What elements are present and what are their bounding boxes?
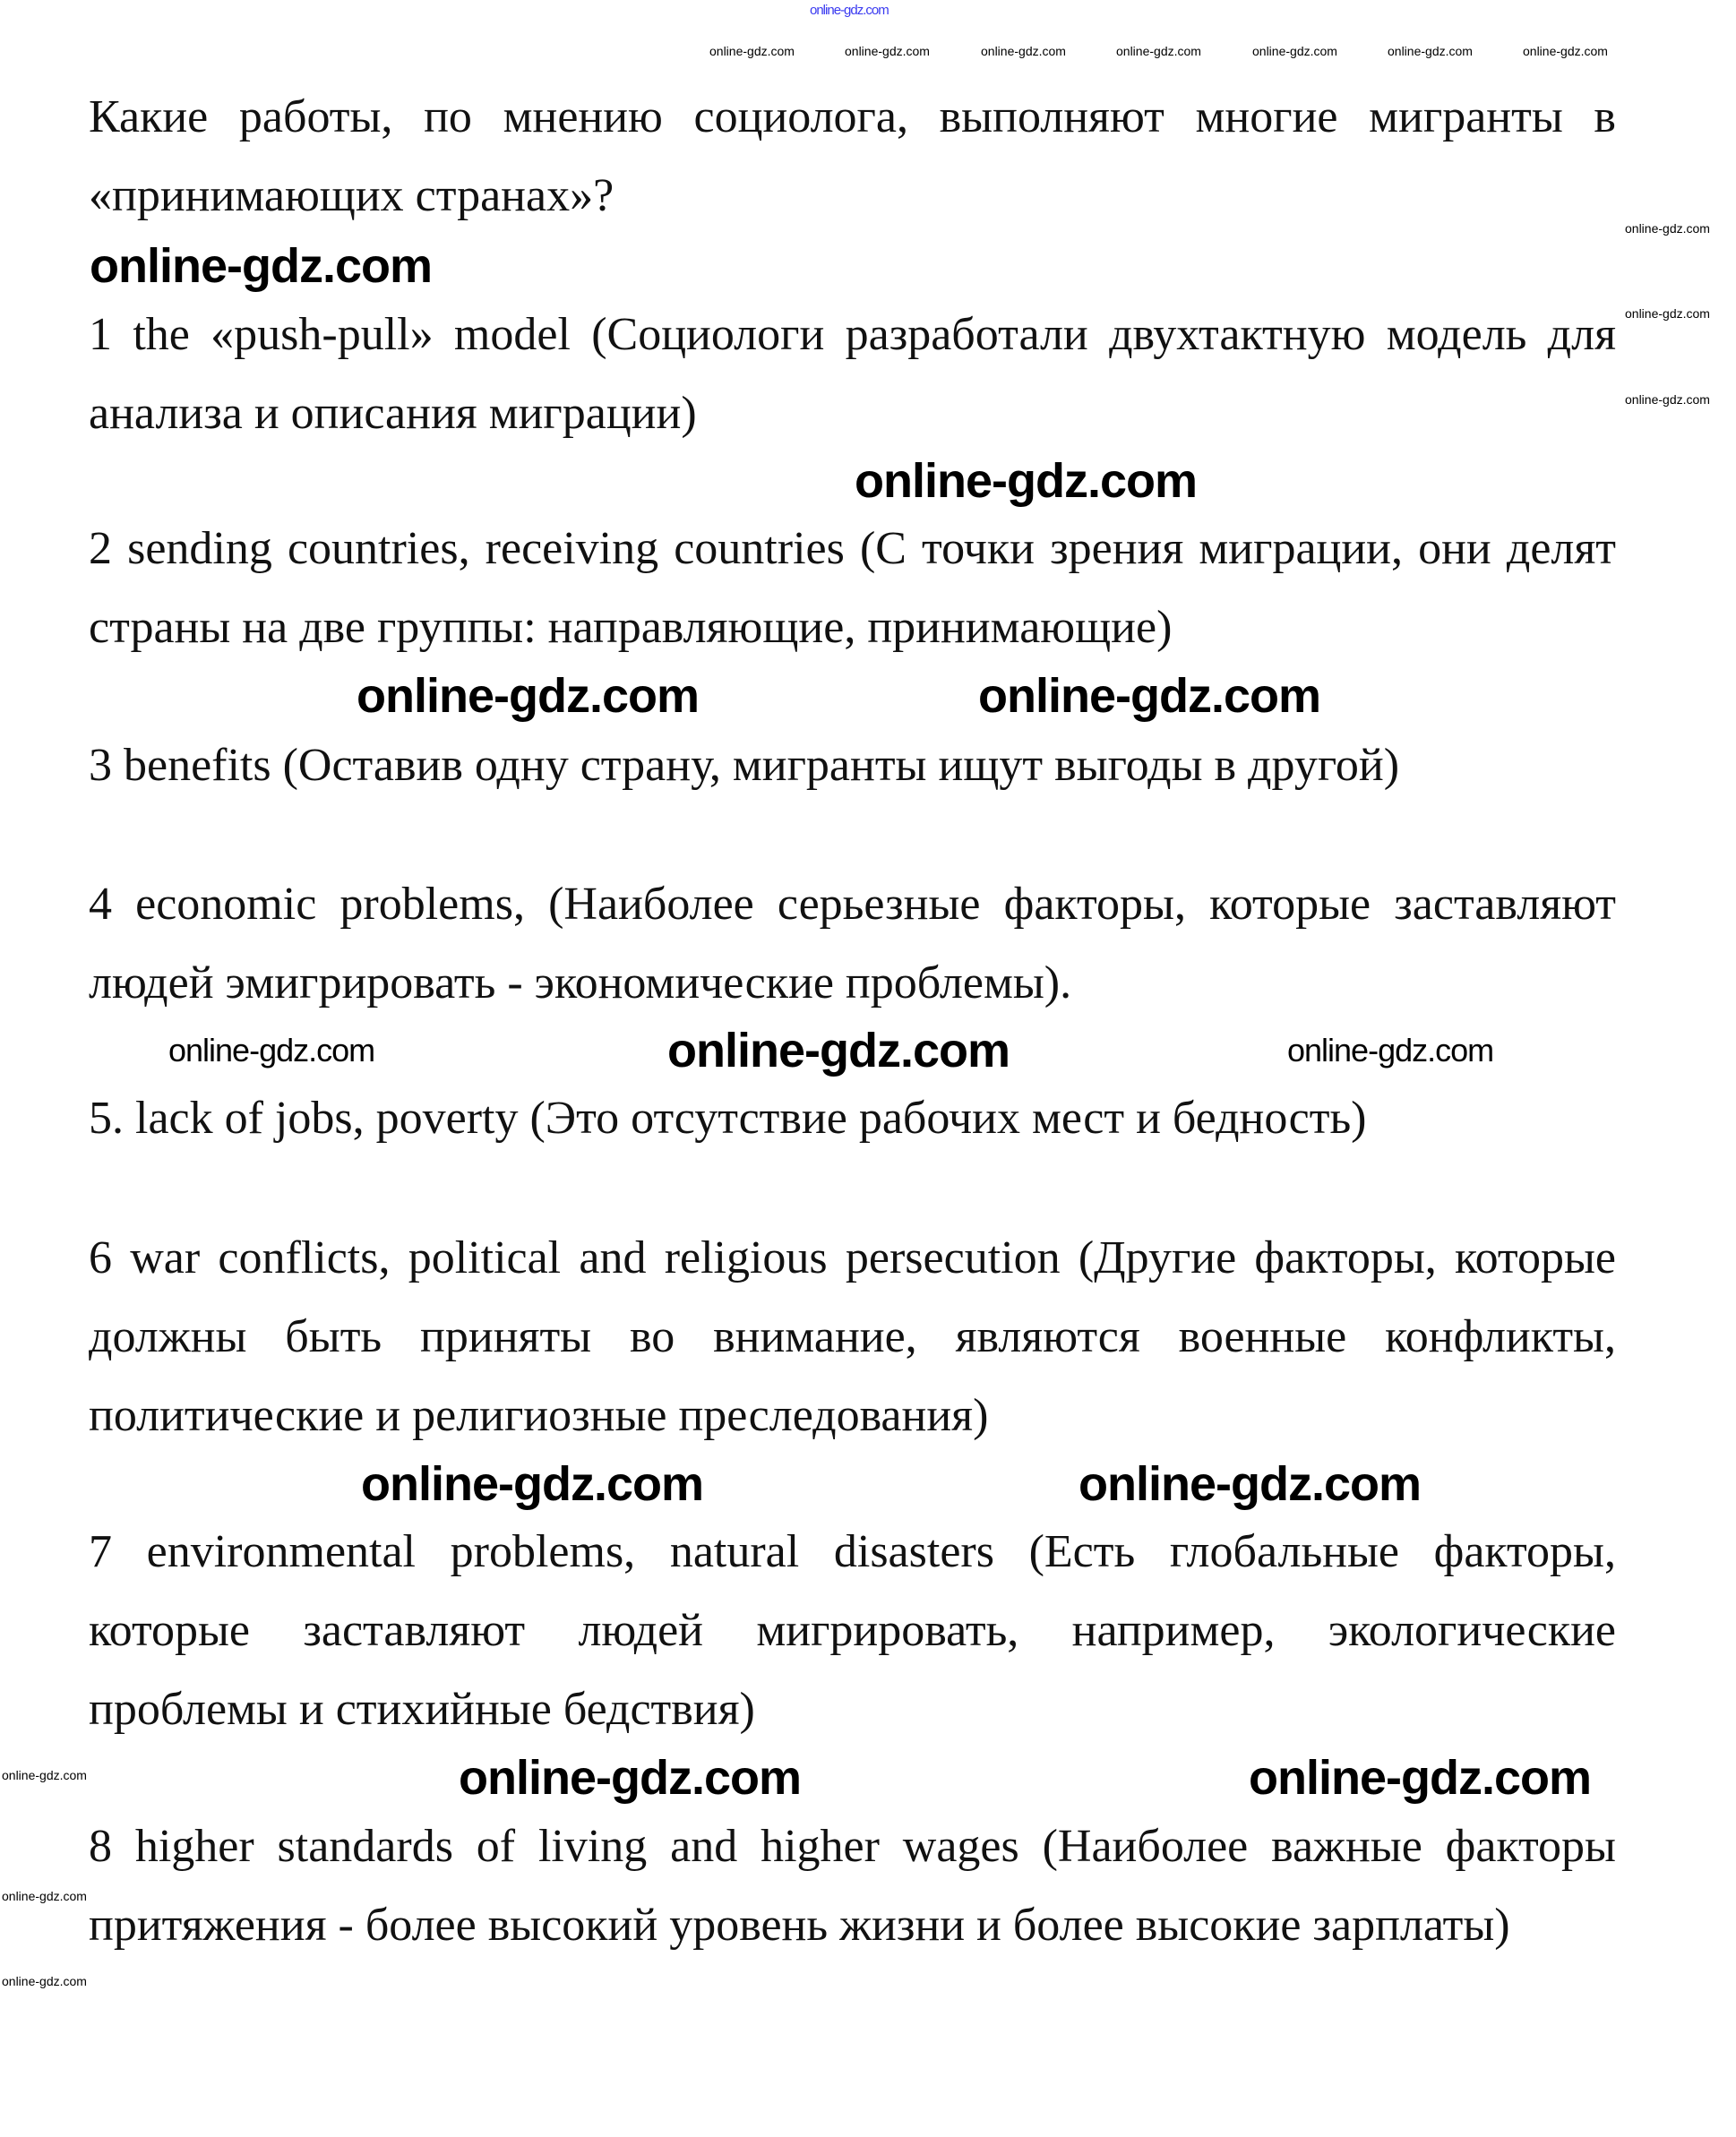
answer-6: 6 war conflicts, political and religious persecution (Другие факторы, которые должны быть приняты во внимание, являются военные конфликты, политические и религиозные преследования)	[89, 1232, 1616, 1441]
watermark: online-gdz.com	[1287, 1032, 1494, 1068]
watermark: online-gdz.com	[1249, 1751, 1591, 1805]
watermark: online-gdz.com	[667, 1024, 1010, 1077]
watermark: online-gdz.com	[1625, 306, 1710, 321]
watermark: online-gdz.com	[2, 1974, 87, 1988]
watermark: online-gdz.com	[709, 44, 795, 58]
watermark: online-gdz.com	[168, 1032, 375, 1068]
watermark: online-gdz.com	[855, 454, 1197, 508]
answer-4: 4 economic problems, (Наиболее серьезные факторы, которые заставляют людей эмигрировать - экономические проблемы).	[89, 879, 1616, 1008]
watermark: online-gdz.com	[357, 669, 699, 723]
watermark: online-gdz.com	[1388, 44, 1473, 58]
watermark: online-gdz.com	[90, 239, 432, 293]
watermark: online-gdz.com	[981, 44, 1066, 58]
watermark: online-gdz.com	[1625, 392, 1710, 407]
answer-2: 2 sending countries, receiving countries (С точки зрения миграции, они делят страны на две группы: направляющие, принимающие)	[89, 523, 1616, 653]
question: Какие работы, по мнению социолога, выполняют многие мигранты в «принимающих странах»?	[89, 91, 1616, 221]
watermark: online-gdz.com	[978, 669, 1320, 723]
watermark: online-gdz.com	[2, 1889, 87, 1903]
watermark: online-gdz.com	[1625, 221, 1710, 236]
watermark: online-gdz.com	[1523, 44, 1608, 58]
watermark: online-gdz.com	[459, 1751, 801, 1805]
answer-5: 5. lack of jobs, poverty (Это отсутствие рабочих мест и бедность)	[89, 1093, 1367, 1144]
watermark: online-gdz.com	[1252, 44, 1337, 58]
watermark: online-gdz.com	[361, 1457, 703, 1511]
watermark: online-gdz.com	[1116, 44, 1201, 58]
answer-1: 1 the «push-pull» model (Социологи разработали двухтактную модель для анализа и описания миграции)	[89, 309, 1616, 439]
answer-7: 7 environmental problems, natural disasters (Есть глобальные факторы, которые заставляют людей мигрировать, например, экологические проблемы и стихийные бедствия)	[89, 1526, 1616, 1735]
answer-8: 8 higher standards of living and higher wages (Наиболее важные факторы притяжения - более высокий уровень жизни и более высокие зарплаты)	[89, 1821, 1616, 1951]
header-watermark: online-gdz.com	[810, 3, 889, 18]
watermark: online-gdz.com	[845, 44, 930, 58]
watermark: online-gdz.com	[2, 1768, 87, 1782]
watermark: online-gdz.com	[1079, 1457, 1421, 1511]
answer-3: 3 benefits (Оставив одну страну, мигранты ищут выгоды в другой)	[89, 740, 1400, 791]
